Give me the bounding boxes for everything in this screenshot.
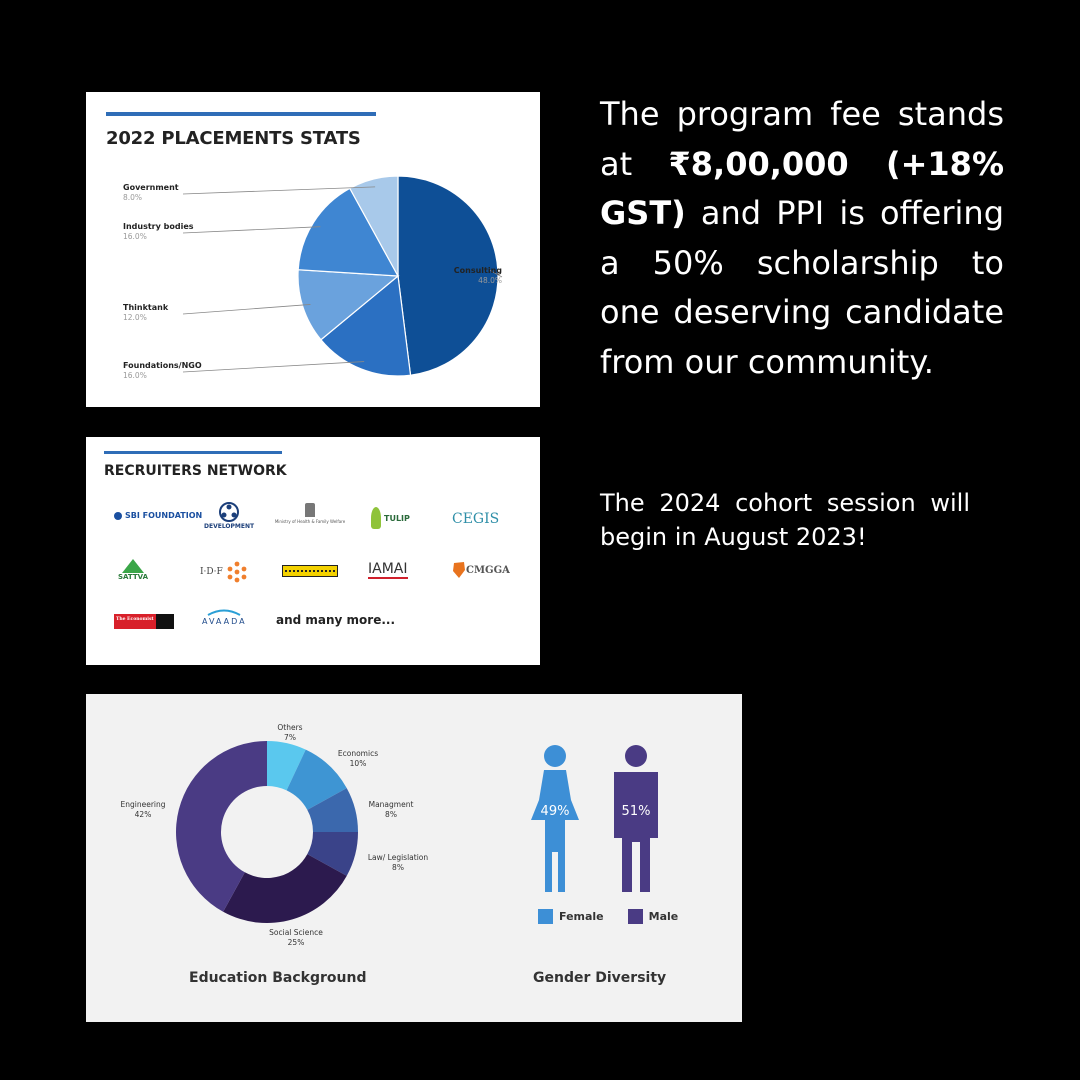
logo-iamai: [368, 561, 408, 579]
emblem-icon: [305, 503, 315, 517]
logo-economist-label: The Economist: [114, 614, 156, 629]
placements-leader-foundations-ngo: [183, 362, 364, 372]
placements-title: 2022 PLACEMENTS STATS: [106, 128, 361, 149]
education-value-social-science: 25%: [287, 938, 305, 947]
logo-cegis: [452, 511, 499, 527]
education-label-law-legislation: Law/ Legislation: [367, 853, 429, 862]
education-title: Education Background: [189, 970, 367, 986]
fee-text-part1: The program fee stands at: [600, 95, 1004, 183]
sattva-icon: [122, 559, 144, 573]
education-value-engineering: 42%: [134, 810, 152, 819]
placements-pie-chart: [86, 92, 540, 407]
logo-avaada-label: AVAADA: [202, 617, 247, 626]
placements-label-foundations-ngo: Foundations/NGO: [123, 361, 202, 370]
sbi-icon: [114, 512, 122, 520]
logo-yellow-banner: [282, 565, 338, 577]
male-legend-label: Male: [648, 910, 679, 923]
placements-label-thinktank: Thinktank: [123, 303, 169, 312]
logo-iamai-label: IAMAI: [368, 561, 408, 577]
male-percent: 51%: [621, 804, 651, 819]
logo-tulip-label: TULIP: [384, 513, 410, 523]
logo-ministry-label: Ministry of Health & Family Welfare: [274, 519, 346, 524]
gender-legend: [538, 909, 678, 924]
tulip-icon: [371, 507, 381, 529]
placements-value-thinktank: 12.0%: [123, 313, 147, 322]
logo-cmgga: [452, 561, 510, 579]
logo-idf: [200, 561, 248, 583]
placements-value-industry-bodies: 16.0%: [123, 232, 147, 241]
development-icon: [218, 501, 240, 523]
education-value-others: 7%: [284, 733, 296, 742]
placements-value-government: 8.0%: [123, 193, 143, 202]
education-value-economics: 10%: [349, 759, 367, 768]
placements-value-foundations-ngo: 16.0%: [123, 371, 147, 380]
education-label-others: Others: [277, 723, 303, 732]
female-percent: 49%: [540, 804, 570, 819]
placements-leader-thinktank: [183, 304, 311, 314]
gender-figures: [518, 742, 698, 902]
logo-cmgga-label: CMGGA: [466, 564, 510, 576]
placements-card: [86, 92, 540, 407]
yellow-banner-icon: [285, 570, 335, 573]
logo-development: [204, 501, 254, 530]
education-label-managment: Managment: [368, 800, 414, 809]
idf-dots-icon: [226, 561, 248, 583]
placements-label-consulting: Consulting: [453, 266, 502, 275]
logo-idf-label: I·D·F: [200, 567, 223, 577]
education-value-managment: 8%: [385, 810, 397, 819]
logo-tulip: [371, 507, 410, 529]
avaada-wave-icon: [207, 609, 241, 617]
recruiters-accent-bar: [104, 451, 282, 454]
recruiters-more-text: and many more...: [276, 613, 396, 627]
fee-amount: ₹8,00,000 (+18% GST): [600, 144, 1005, 232]
logo-ministry-health: [274, 503, 346, 524]
logo-sattva: [118, 559, 148, 581]
education-label-economics: Economics: [337, 749, 379, 758]
education-card: [86, 694, 742, 1022]
fee-text-part2: and PPI is offering a 50% scholarship to one deserving candidate from our community.: [600, 194, 1004, 381]
education-value-law-legislation: 8%: [392, 863, 404, 872]
cmgga-map-icon: [452, 561, 466, 579]
gender-title: Gender Diversity: [533, 970, 667, 986]
recruiters-title: RECRUITERS NETWORK: [104, 463, 287, 479]
education-label-engineering: Engineering: [120, 800, 166, 809]
male-legend-swatch: [628, 909, 643, 924]
logo-sattva-label: SATTVA: [118, 573, 148, 581]
logo-sbi-label: SBI FOUNDATION: [125, 511, 203, 520]
recruiters-card: [86, 437, 540, 665]
logo-economist: [114, 614, 174, 629]
logo-avaada: [202, 609, 247, 626]
fee-paragraph: [600, 90, 1004, 387]
logo-development-label: DEVELOPMENT: [204, 523, 255, 530]
logo-cegis-label: CEGIS: [452, 511, 500, 527]
placements-value-consulting: 48.0%: [478, 276, 502, 285]
cohort-paragraph: The 2024 cohort session will begin in August 2023!: [600, 489, 970, 551]
female-legend-label: Female: [559, 910, 604, 923]
female-legend-swatch: [538, 909, 553, 924]
logo-sbi-foundation: [114, 511, 202, 520]
placements-label-government: Government: [123, 183, 179, 192]
placements-label-industry-bodies: Industry bodies: [123, 222, 194, 231]
education-label-social-science: Social Science: [269, 928, 323, 937]
placements-leader-industry-bodies: [183, 227, 320, 233]
